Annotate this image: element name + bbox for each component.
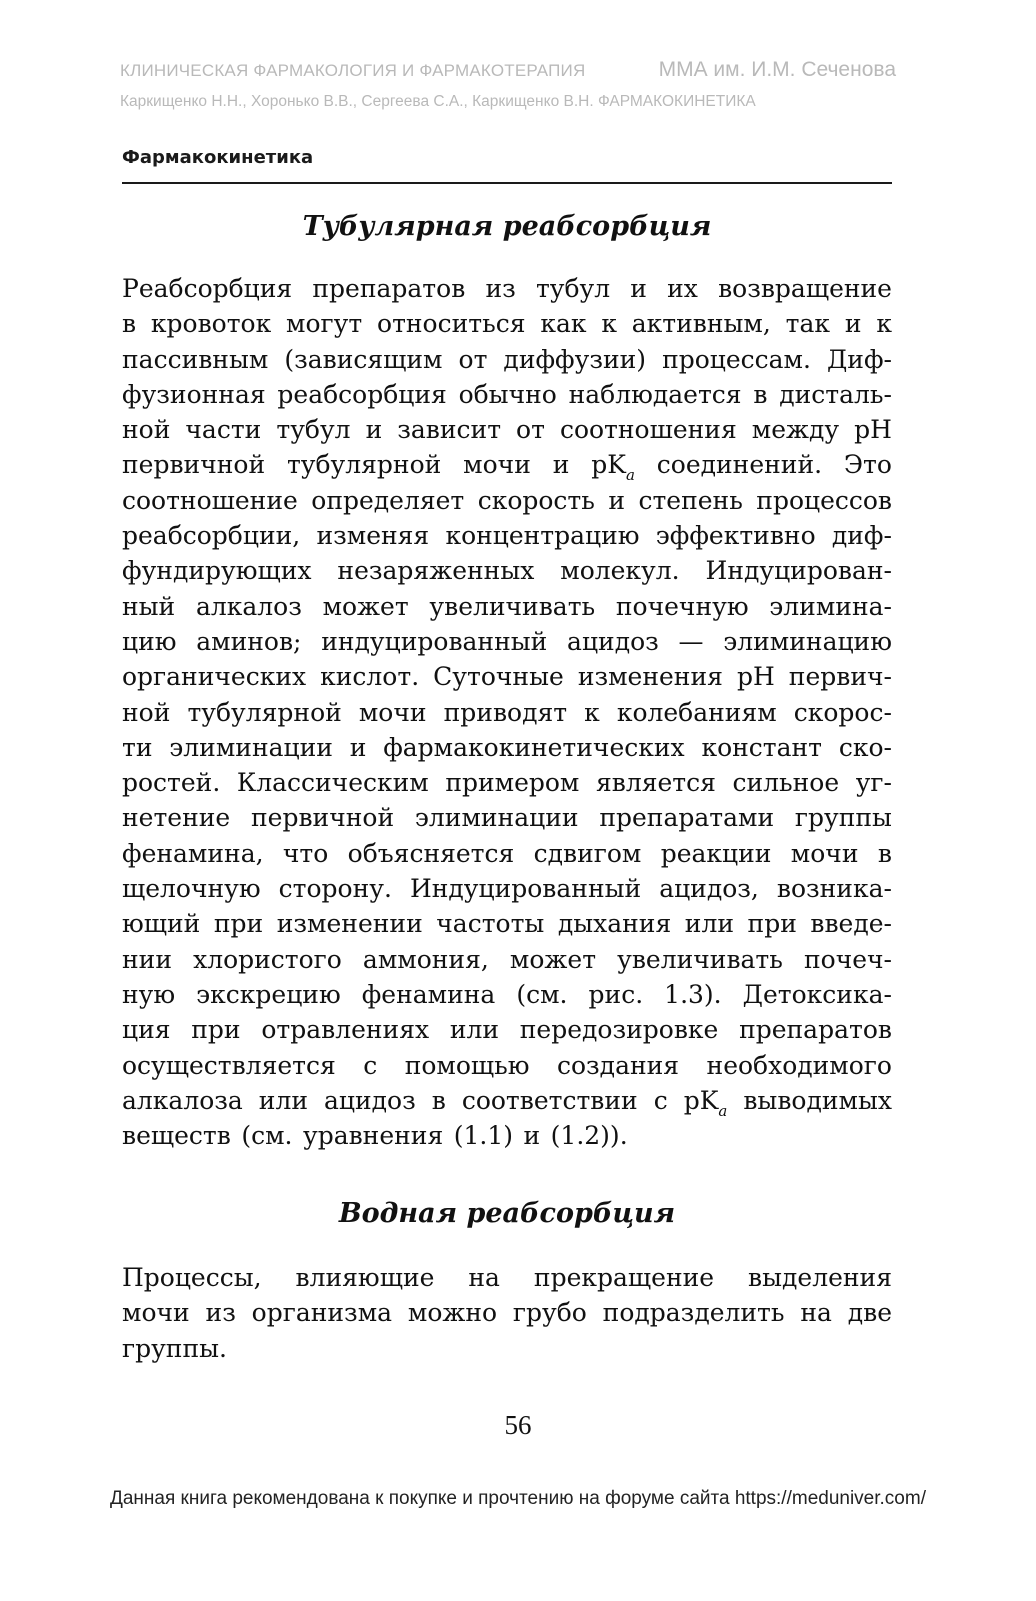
header-rule [122, 182, 892, 184]
text-line: Реабсорбция препаратов из тубул и их возвращение [122, 274, 892, 303]
watermark-institution: ММА им. И.М. Сеченова [658, 58, 896, 81]
text-line: осуществляется с помощью создания необходимого [122, 1050, 892, 1080]
page-number: 56 [504, 1410, 532, 1440]
text-line: щелочную сторону. Индуцированный ацидоз, возника- [122, 874, 892, 904]
text-line: в кровоток могут относиться как к активным, так и к [122, 309, 892, 339]
text-line: ростей. Классическим примером является сильное уг- [122, 768, 892, 798]
text-line: фенамина, что объясняется сдвигом реакции мочи в [122, 838, 892, 868]
text-line: нетение первичной элиминации препаратами группы [122, 803, 892, 833]
text-line: Процессы, влияющие на прекращение выделения [122, 1263, 892, 1292]
text-line: фундирующих незаряженных молекул. Индуцирован- [122, 556, 892, 586]
text-line: соотношение определяет скорость и степень процессов [122, 485, 892, 515]
text-line: органических кислот. Суточные изменения pH первич- [122, 662, 892, 692]
paragraph-tubular-reabsorption [122, 271, 892, 1153]
text-line: ную экскрецию фенамина (см. рис. 1.3). Детоксика- [122, 979, 892, 1009]
text-line: первичной тубулярной мочи и $pK_a$ соединений. Это [122, 450, 892, 485]
text-line: ти элиминации и фармакокинетических констант ско- [122, 732, 892, 762]
paragraph-water-reabsorption [122, 1260, 892, 1366]
text-line: группы. [122, 1333, 227, 1363]
text-line: цию аминов; индуцированный ацидоз — элиминацию [122, 626, 892, 656]
running-head: Фармакокинетика [122, 147, 314, 168]
text-line: пассивным (зависящим от диффузии) процессам. Диф- [122, 344, 892, 374]
text-line: ция при отравлениях или передозировке препаратов [122, 1015, 892, 1045]
text-line: веществ (см. уравнения (1.1) и (1.2)). [122, 1121, 628, 1151]
text-line: ной тубулярной мочи приводят к колебаниям скорос- [122, 697, 892, 727]
watermark-book-title: КЛИНИЧЕСКАЯ ФАРМАКОЛОГИЯ И ФАРМАКОТЕРАПИЯ [120, 61, 586, 80]
text-line: ный алкалоз может увеличивать почечную элимина- [122, 591, 892, 621]
text-line: алкалоза или ацидоз в соответствии с $pK_a$ выводимых [122, 1085, 892, 1120]
section-title-water-reabsorption: Водная реабсорбция [338, 1198, 676, 1229]
text-line: фузионная реабсорбция обычно наблюдается в дисталь- [122, 379, 892, 409]
watermark-header [120, 58, 896, 82]
section-title-tubular-reabsorption: Тубулярная реабсорбция [302, 211, 712, 242]
text-line: мочи из организма можно грубо подразделить на две [122, 1298, 892, 1328]
watermark-authors: Каркищенко Н.Н., Хоронько В.В., Сергеева С.А., Каркищенко В.Н. ФАРМАКОКИНЕТИКА [120, 93, 756, 110]
text-line: реабсорбции, изменяя концентрацию эффективно диф- [122, 521, 892, 551]
text-line: ной части тубул и зависит от соотношения между pH [122, 415, 892, 445]
text-line: ющий при изменении частоты дыхания или при введе- [122, 909, 892, 939]
footer-note: Данная книга рекомендована к покупке и прочтению на форуме сайта https://meduniver.com/ [110, 1488, 926, 1509]
text-line: нии хлористого аммония, может увеличивать почеч- [122, 944, 892, 974]
